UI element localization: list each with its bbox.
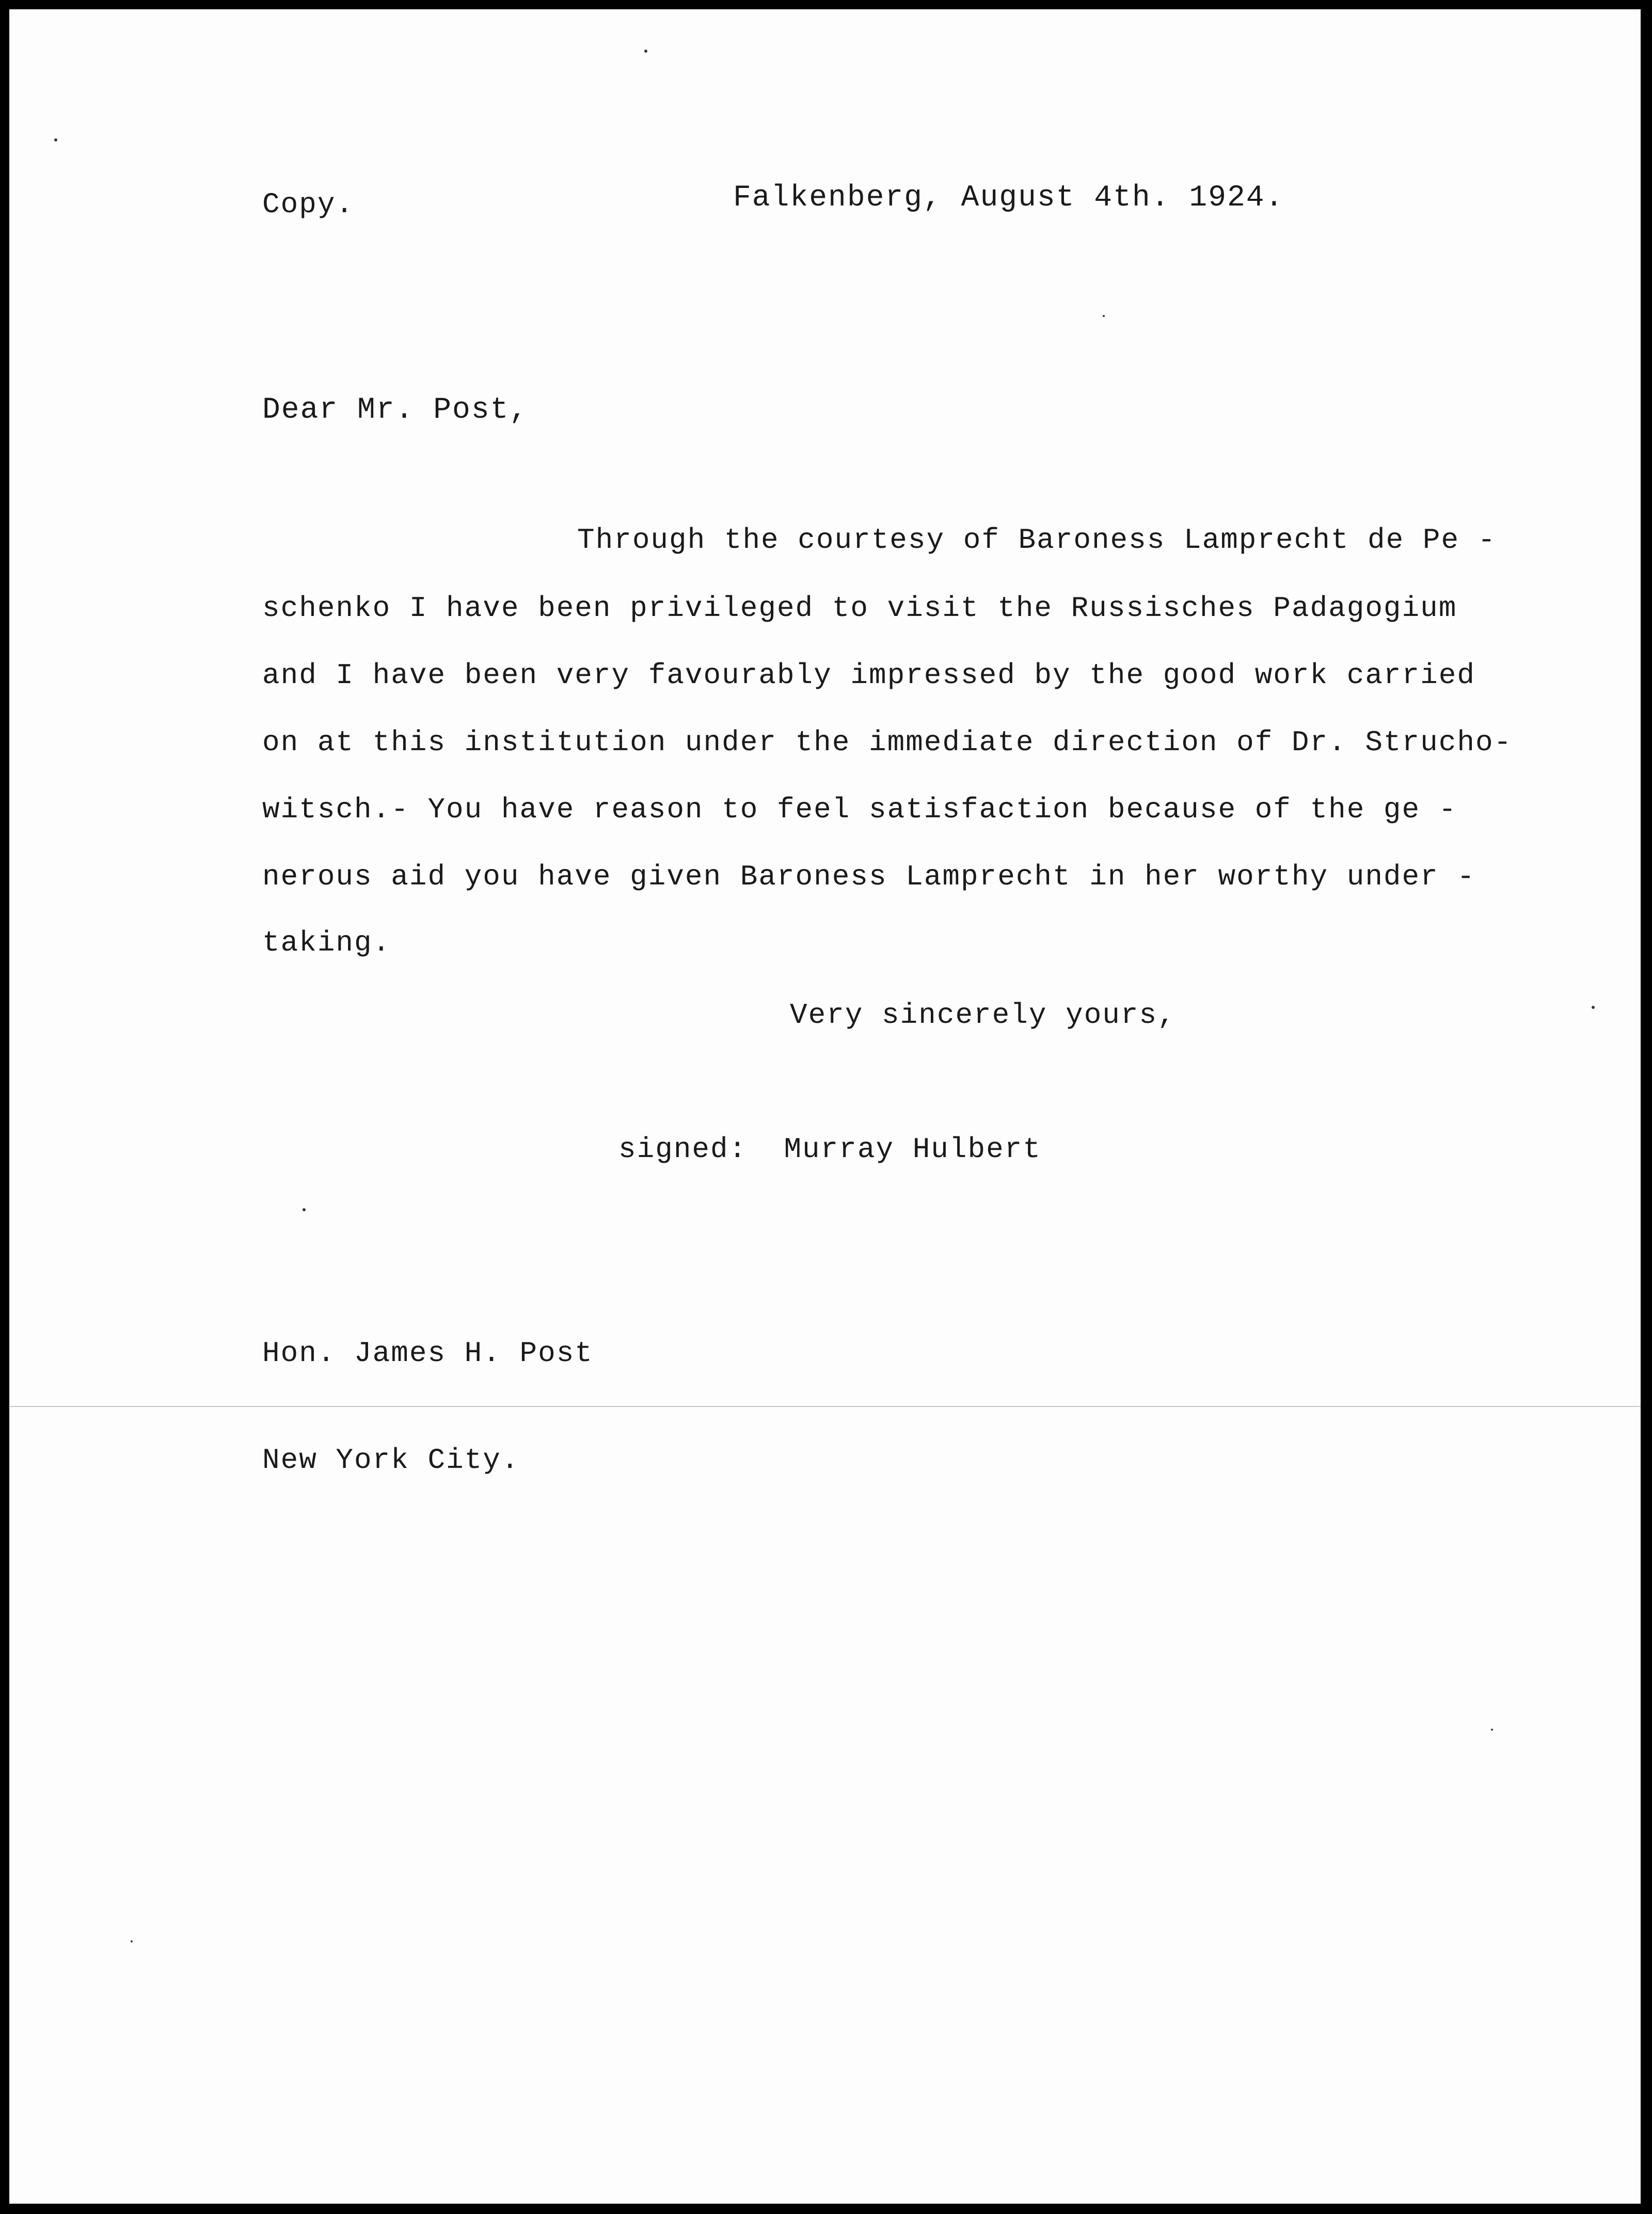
copy-label: Copy. [262,188,355,221]
ink-speck [131,1940,133,1942]
ink-speck [1103,315,1105,317]
ink-speck [1491,1729,1493,1731]
place-date: Falkenberg, August 4th. 1924. [733,181,1284,215]
body-line: and I have been very favourably impressed by the good work carried [262,659,1475,692]
body-line: nerous aid you have given Baroness Lamprecht in her worthy under - [262,860,1475,893]
recipient-city: New York City. [262,1444,520,1477]
body-line: witsch.- You have reason to feel satisfaction because of the ge - [262,793,1457,826]
letter-page [9,9,1641,2204]
salutation: Dear Mr. Post, [262,393,529,427]
body-line: taking. [262,926,391,959]
signature-line: signed: Murray Hulbert [618,1133,1041,1166]
ink-speck [644,50,647,53]
ink-speck [54,138,57,141]
ink-speck [303,1208,306,1211]
body-line: Through the courtesy of Baroness Lamprecht de Pe - [577,524,1497,557]
body-line: on at this institution under the immediate direction of Dr. Strucho- [262,726,1513,759]
ink-speck [1592,1006,1595,1009]
body-line: schenko I have been privileged to visit the Russisches Padagogium [262,592,1457,625]
recipient-name: Hon. James H. Post [262,1337,593,1370]
closing: Very sincerely yours, [790,999,1176,1032]
page-fold-line [9,1406,1641,1407]
